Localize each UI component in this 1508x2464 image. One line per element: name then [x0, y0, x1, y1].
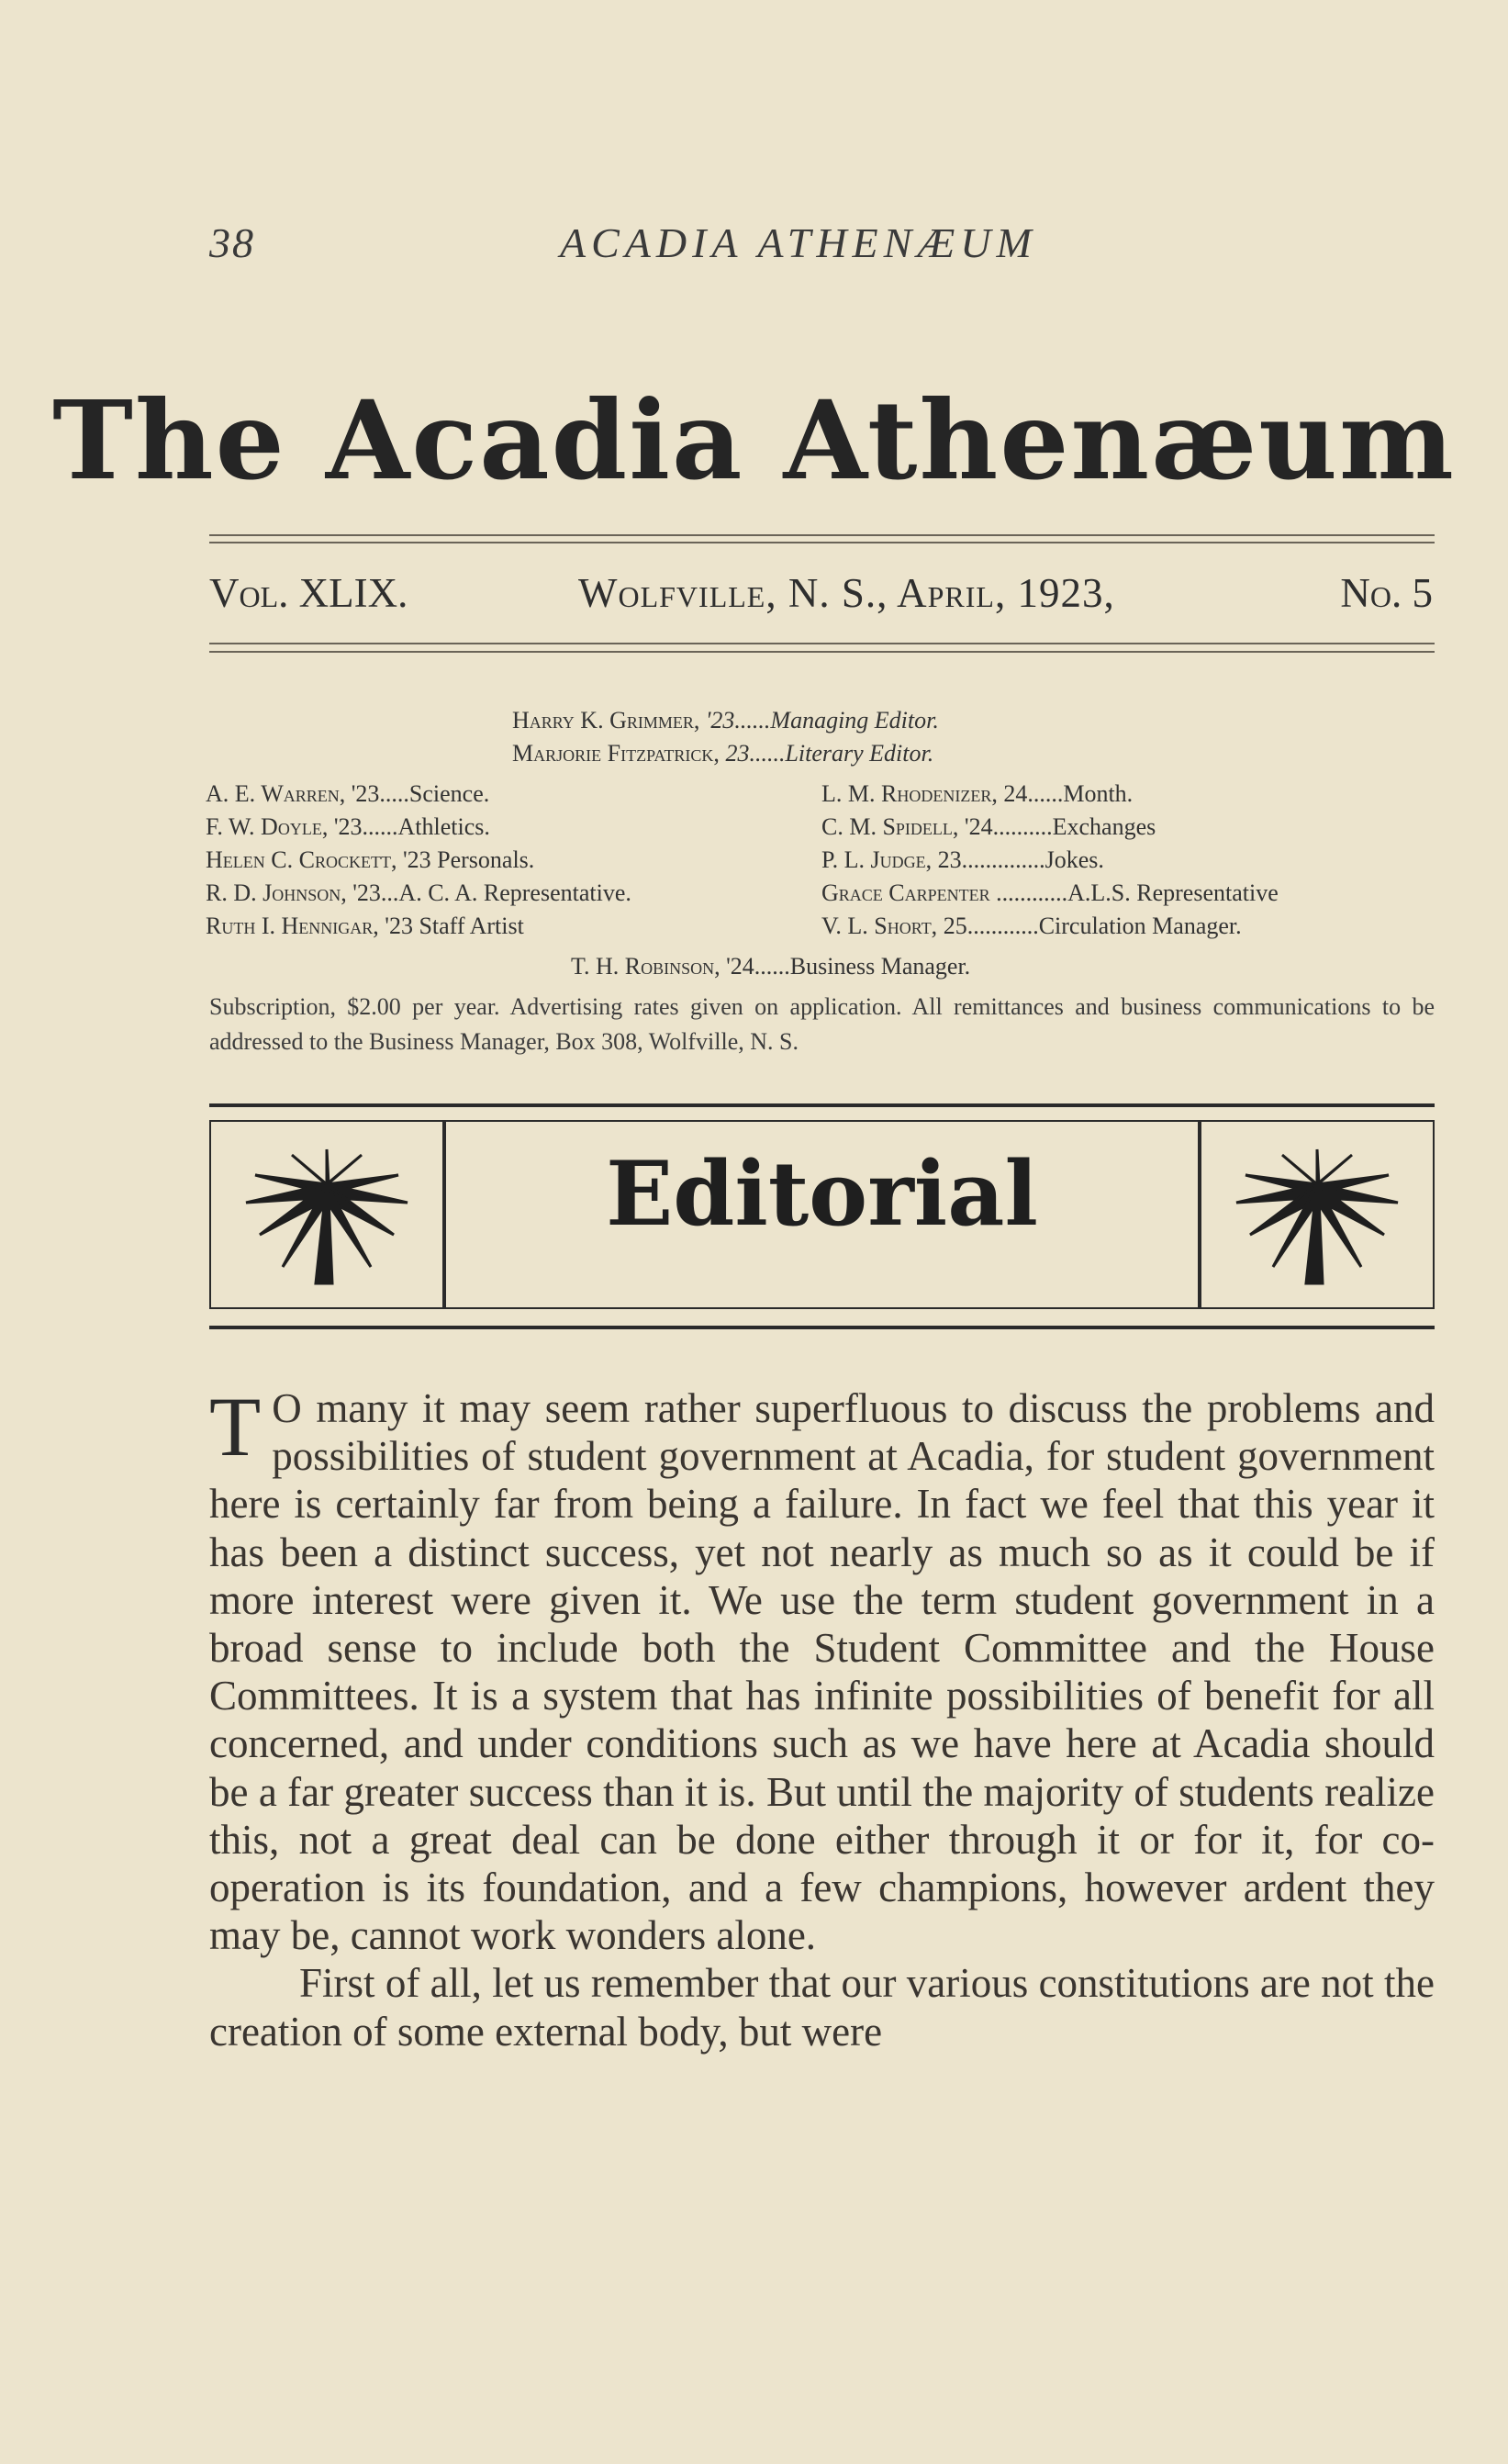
staff-literary-editor: [512, 740, 933, 767]
staff-name: Marjorie Fitzpatrick,: [512, 740, 720, 767]
editorial-banner: [209, 1103, 1435, 1329]
rule: [209, 651, 1435, 653]
drop-cap: T: [209, 1380, 262, 1473]
staff-name: P. L. Judge,: [821, 846, 933, 873]
place-date: Wolfville, N. S., April, 1923,: [578, 570, 1115, 616]
paragraph-text: O many it may seem rather superfluous to discuss the problems and possibilities of student government at Acadia, for student government here is certainly far from being a failure. In fact we feel that this year it has been a distinct success, yet not nearly as much so as it could be if more interest were given it. We use the term student government in a broad sense to include both the Student Committee and the House Committees. It is a system that has infinite possibilities of benefit for all concerned, and under conditions such as we have here at Acadia should be a far greater success than it is. But until the majority of students realize this, not a great deal can be done either through it or for it, for co-operation is its foundation, and a few champions, however ardent they may be, cannot work wonders alone.: [209, 1385, 1435, 1959]
staff-entry: [821, 913, 1242, 940]
editorial-title-box: [444, 1120, 1200, 1309]
staff-entry: [821, 780, 1133, 808]
staff-role: 23......Literary Editor.: [719, 740, 934, 767]
masthead-title: The Acadia Athenæum: [52, 376, 1456, 504]
staff-name: Helen C. Crockett,: [206, 846, 397, 873]
staff-entry: [206, 913, 524, 940]
staff-role: '24..........Exchanges: [958, 813, 1156, 840]
staff-entry: [206, 846, 534, 874]
staff-name: F. W. Doyle,: [206, 813, 329, 840]
staff-entry: [821, 813, 1156, 841]
staff-role: '23......Athletics.: [328, 813, 490, 840]
staff-name: Ruth I. Hennigar,: [206, 913, 379, 939]
subscription-notice: Subscription, $2.00 per year. Advertising rates given on application. All remittances and business communications to be addressed to the Business Manager, Box 308, Wolfville, N. S.: [209, 993, 1435, 1055]
staff-role: '23 Staff Artist: [378, 913, 524, 939]
staff-business-manager: [571, 953, 970, 980]
staff-name: T. H. Robinson,: [571, 953, 720, 980]
staff-managing-editor: [512, 707, 939, 734]
staff-role: '24......Business Manager.: [720, 953, 971, 980]
staff-role: '23...A. C. A. Representative.: [346, 879, 631, 906]
rule: [209, 542, 1435, 543]
staff-role: 23..............Jokes.: [932, 846, 1104, 873]
running-title: ACADIA ATHENÆUM: [560, 219, 1037, 266]
staff-name: R. D. Johnson,: [206, 879, 347, 906]
staff-entry: [206, 879, 631, 907]
paragraph: [209, 1380, 1435, 1959]
staff-role: '23.....Science.: [345, 780, 490, 807]
staff-entry: [821, 879, 1279, 907]
staff-entry: [206, 813, 490, 841]
volume: Vol. XLIX.: [209, 570, 408, 616]
editorial-heading: Editorial: [606, 1142, 1038, 1246]
staff-name: A. E. Warren,: [206, 780, 346, 807]
editorial-body: [209, 1380, 1435, 2055]
palm-tree-icon: [1227, 1148, 1407, 1285]
staff-name: V. L. Short,: [821, 913, 938, 939]
palm-panel-right: [1200, 1120, 1435, 1309]
staff-name: Grace Carpenter: [821, 879, 990, 906]
staff-entry: [206, 780, 489, 808]
staff-role: '23 Personals.: [397, 846, 535, 873]
staff-name: L. M. Rhodenizer,: [821, 780, 998, 807]
rule: [209, 643, 1435, 644]
palm-panel-left: [209, 1120, 444, 1309]
staff-entry: [821, 846, 1104, 874]
staff-name: Harry K. Grimmer,: [512, 707, 700, 734]
staff-role: ............A.L.S. Representative: [989, 879, 1279, 906]
staff-role: '23......Managing Editor.: [699, 707, 939, 734]
staff-role: 25............Circulation Manager.: [937, 913, 1242, 939]
paragraph: First of all, let us remember that our various constitutions are not the creation of some external body, but were: [209, 1960, 1435, 2055]
staff-role: 24......Month.: [997, 780, 1134, 807]
page-number: 38: [209, 219, 255, 266]
palm-tree-icon: [237, 1148, 417, 1285]
rule: [209, 534, 1435, 536]
issue-number: No. 5: [1340, 570, 1433, 616]
staff-name: C. M. Spidell,: [821, 813, 959, 840]
